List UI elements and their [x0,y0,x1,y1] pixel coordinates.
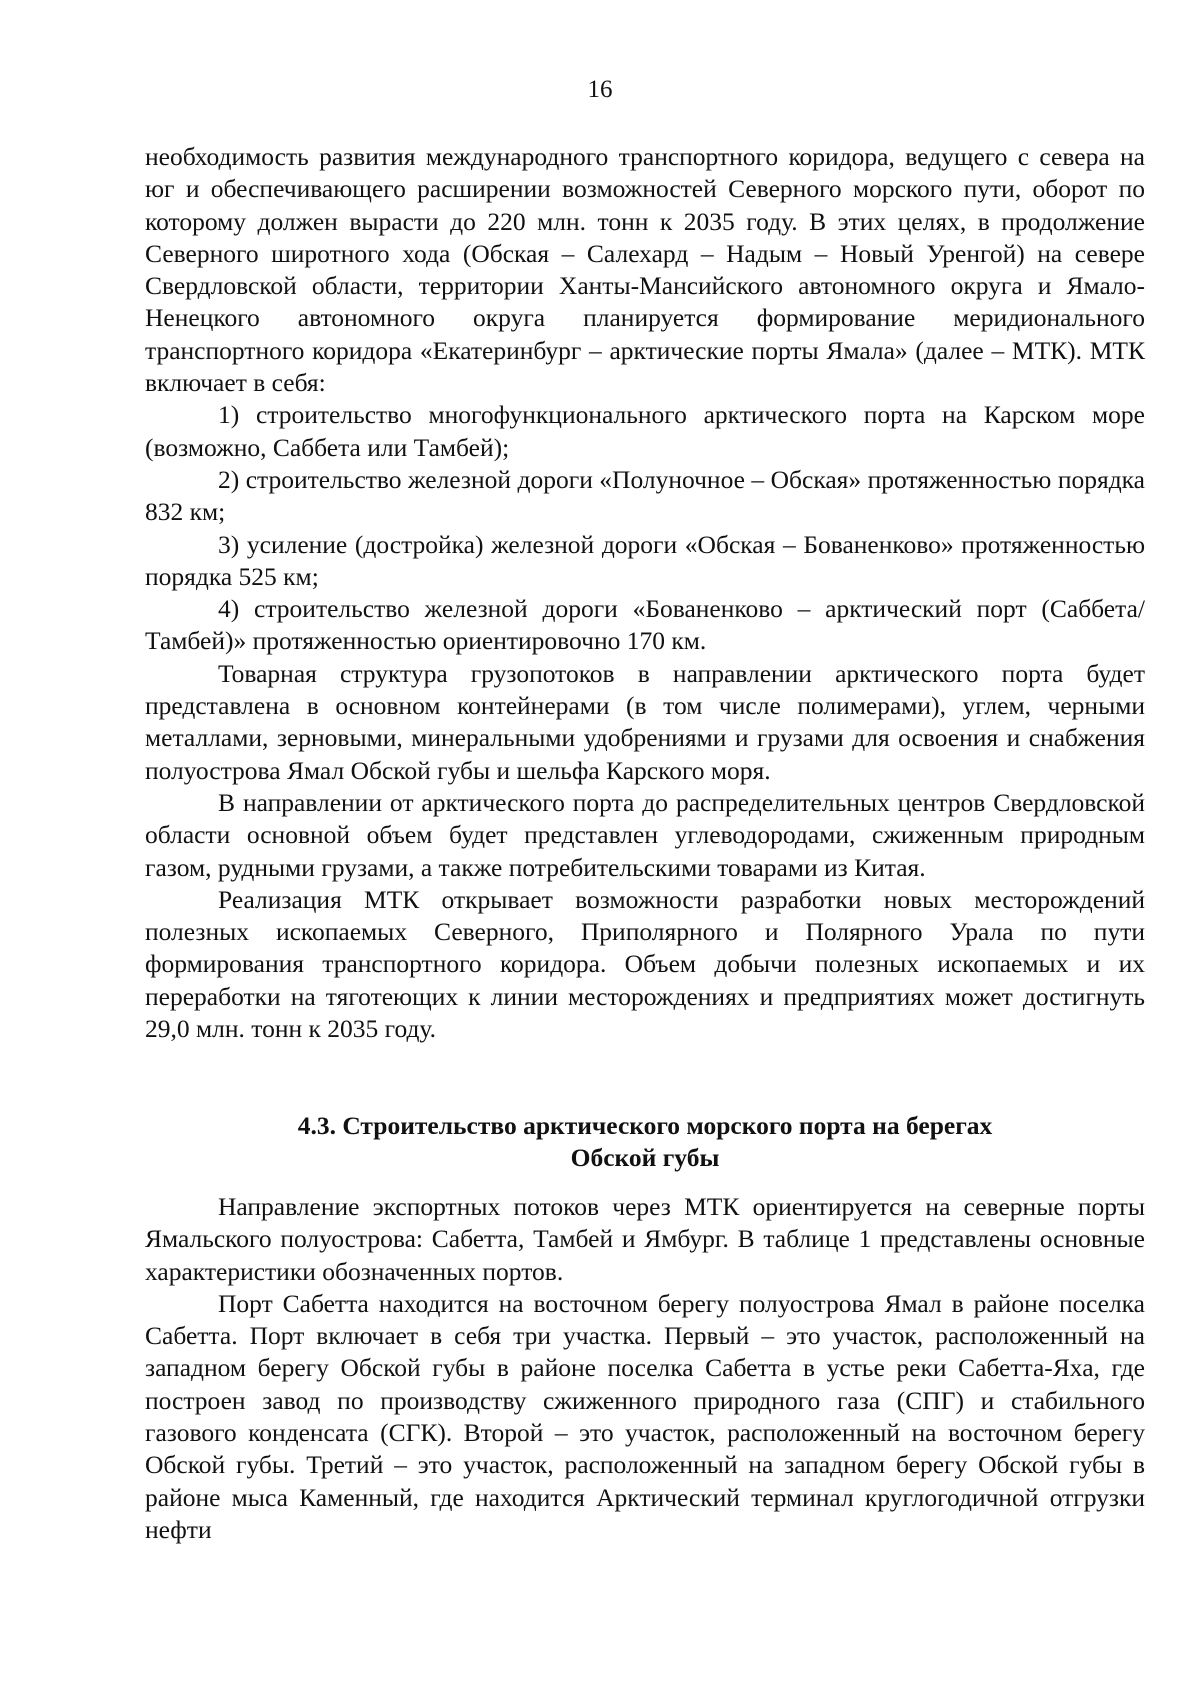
list-item-4: 4) строительство железной дороги «Бованенково – арктический порт (Саббета/Тамбей)» протяженностью ориентировочно 170 км. [145,594,1145,656]
list-item-3: 3) усиление (достройка) железной дороги «Обская – Бованенково» протяженностью порядка 525 км; [145,529,1145,591]
list-item-1: 1) строительство многофункционального арктического порта на Карском море (возможно, Саббета или Тамбей); [145,400,1145,462]
paragraph-cargo-direction: В направлении от арктического порта до распределительных центров Свердловской области основной объем будет представлен углеводородами, сжиженным природным газом, рудными грузами, а также потребительскими товарами из Китая. [145,787,1145,882]
paragraph-port-sabetta: Порт Сабетта находится на восточном берегу полуострова Ямал в районе поселка Сабетта. Порт включает в себя три участка. Первый – это участок, расположенный на западном берегу Обской губы в районе поселка Сабетта в устье реки Сабетта-Яха, где построен завод по производству сжиженного природного газа (СПГ) и стабильного газового конденсата (СГК). Второй – это участок, расположенный на восточном берегу Обской губы. Третий – это участок, расположенный на западном берегу Обской губы в районе мыса Каменный, где находится Арктический терминал круглогодичной отгрузки нефти [145,1288,1145,1544]
section-heading-line-2: Обской губы [570,1143,720,1173]
paragraph-mtk-realization: Реализация МТК открывает возможности разработки новых месторождений полезных ископаемых Северного, Приполярного и Полярного Урала по пути формирования транспортного коридора. Объем добычи полезных ископаемых и их переработки на тяготеющих к линии месторождениях и предприятиях может достигнуть 29,0 млн. тонн к 2035 году. [145,884,1145,1044]
paragraph-cargo-structure: Товарная структура грузопотоков в направлении арктического порта будет представлена в основном контейнерами (в том числе полимерами), углем, черными металлами, зерновыми, минеральными удобрениями и грузами для освоения и снабжения полуострова Ямал Обской губы и шельфа Карского моря. [145,658,1145,785]
body-text-top [145,141,1145,1045]
page-number: 16 [587,76,613,103]
section-heading [145,1110,1145,1175]
paragraph-export-flows: Направление экспортных потоков через МТК ориентируется на северные порты Ямальского полуострова: Сабетта, Тамбей и Ямбург. В таблице 1 представлены основные характеристики обозначенных портов. [145,1192,1145,1286]
body-text-bottom [145,1191,1145,1546]
section-heading-line-1: 4.3. Строительство арктического морского порта на берегах [297,1111,993,1140]
list-item-2: 2) строительство железной дороги «Полуночное – Обская» протяженностью порядка 832 км; [145,464,1145,527]
paragraph-intro: необходимость развития международного транспортного коридора, ведущего с севера на юг и обеспечивающего расширении возможностей Северного морского пути, оборот по которому должен вырасти до 220 млн. тонн к 2035 году. В этих целях, в продолжение Северного широтного хода (Обская – Салехард – Надым – Новый Уренгой) на севере Свердловской области, территории Ханты-Мансийского автономного округа и Ямало-Ненецкого автономного округа планируется формирование меридионального транспортного коридора «Екатеринбург – арктические порты Ямала» (далее – МТК). МТК включает в себя: [145,142,1145,398]
